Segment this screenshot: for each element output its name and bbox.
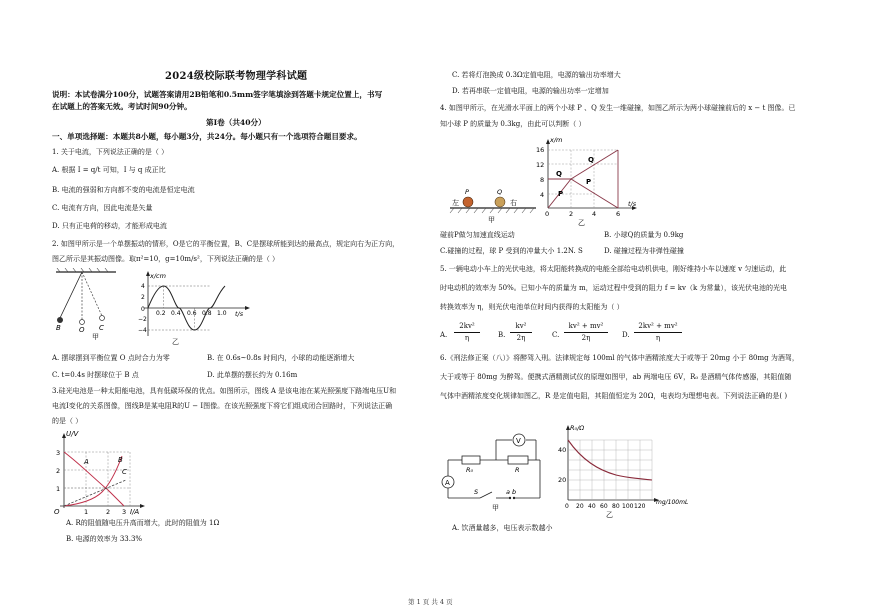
instructions-line-2: 在试题上的答案无效。考试时间90分钟。: [52, 102, 192, 111]
q4-line-label-p2: P: [586, 178, 592, 186]
q3-y-tick: 1: [56, 485, 61, 493]
part-heading: 第Ⅰ卷（共40分）: [206, 118, 266, 127]
q3-option-b: B. 电源的效率为 33.3%: [66, 535, 143, 543]
instructions-line-1: 说明：本试卷满分100分，试题答案请用2B铅笔和0.5mm签字笔填涂到答题卡规定位置上，书写: [52, 90, 383, 99]
q2-y-tick: 4: [141, 283, 145, 290]
q2-stem-line-2: 图乙所示是其振动图像。取π²=10，g=10m/s²，下列说法正确的是（ ）: [52, 255, 280, 263]
q5-option-b-numerator: kv²: [515, 322, 527, 330]
q4-right-label: 右: [510, 199, 517, 207]
q4-fig-yi-label: 乙: [578, 219, 585, 226]
q5-stem-line-3: 转换效率为 η，则光伏电池单位时间内获得的太阳能为（ ）: [440, 303, 624, 311]
q3-y-tick: 3: [56, 449, 61, 457]
q4-line-label-p1: P: [558, 190, 564, 198]
q1-option-a: A. 根据 I = q/t 可知，I 与 q 成正比: [52, 166, 166, 174]
q2-x-tick: 0.4: [171, 310, 181, 317]
q5-option-d-denominator: η: [655, 334, 661, 342]
q6-terminal-b-label: b: [512, 488, 517, 496]
q2-oscillation-graph: [128, 270, 253, 340]
q4-y-tick: 8: [540, 176, 545, 184]
q2-x-tick: 1.0: [217, 310, 227, 317]
svg-text:Q: Q: [497, 188, 503, 196]
q6-y-tick: 40: [558, 446, 567, 454]
q6-stem-line-3: 气体中酒精浓度变化规律如图乙，R 是定值电阻，其阻值恒定为 20Ω，电表均为理想电表。下列说法正确的是( ): [440, 392, 788, 400]
q6-option-a: A. 饮酒量越多，电压表示数越小: [452, 524, 553, 532]
q2-x-tick: 0.6: [187, 310, 197, 317]
q2-y-tick: −4: [138, 327, 147, 334]
q3-option-a: A. R的阻值随电压升高而增大，此时的阻值为 1Ω: [66, 519, 220, 527]
q4-y-tick: 12: [536, 161, 545, 169]
q3-curve-b-label: B: [118, 456, 123, 464]
q3-x-axis-label: I/A: [130, 508, 140, 516]
q1-option-d: D. 只有正电荷的移动，才能形成电流: [52, 222, 167, 230]
q6-circuit-figure: [440, 430, 550, 512]
q4-fig-jia-label: 甲: [488, 216, 495, 224]
q2-pendulum-figure: [52, 268, 127, 340]
q6-r0-graph: [548, 420, 688, 520]
q2-x-tick: 0.2: [156, 310, 166, 317]
q6-y-axis-label: R₀/Ω: [570, 424, 585, 432]
q2-y-axis-label: x/cm: [150, 272, 166, 280]
q2-y-tick: 0: [141, 306, 145, 313]
q3-option-c: C. 若将灯泡换成 0.3Ω定值电阻，电源的输出功率增大: [452, 71, 621, 79]
q4-x-axis-label: t/s: [628, 200, 637, 208]
q2-option-c: C. t=0.4s 时摆球位于 B 点: [52, 371, 139, 379]
q6-switch-label: S: [474, 488, 479, 496]
page-footer: 第 1 页 共 4 页: [408, 598, 453, 606]
q6-fig-jia-label: 甲: [492, 504, 499, 512]
q6-terminal-a-label: a: [506, 488, 510, 496]
q2-option-d: D. 此单摆的摆长约为 0.16m: [207, 371, 298, 379]
section-heading: 一、单项选择题：本题共8小题，每小题3分，共24分。每小题只有一个选项符合题目要求。: [52, 132, 362, 141]
q6-x-tick: 100: [622, 503, 634, 510]
fig-jia-label: 甲: [92, 333, 99, 340]
q3-origin-label: O: [54, 508, 60, 516]
q6-y-tick: 20: [558, 476, 567, 484]
q4-option-b: B. 小球Q的质量为 0.9kg: [604, 231, 684, 239]
q3-x-tick: 2: [106, 508, 111, 516]
q4-y-tick: 16: [536, 146, 545, 154]
q6-x-tick: 60: [600, 503, 608, 510]
q6-r-label: R: [515, 466, 520, 474]
q3-ui-graph: [50, 428, 150, 516]
q6-x-tick: 80: [612, 503, 620, 510]
q6-stem-line-1: 6.《刑法修正案（八）》将醉驾入刑。法律规定每 100ml 的气体中酒精浓度大于或等于 20mg 小于 80mg 为酒驾，: [440, 354, 799, 362]
q4-option-c: C.碰撞的过程，球 P 受到的冲量大小 1.2N. S: [440, 247, 583, 255]
q2-y-tick: 2: [141, 294, 145, 301]
q3-x-tick: 3: [122, 508, 127, 516]
q5-option-b-letter: B.: [498, 331, 506, 339]
q5-option-c-denominator: 2η: [581, 334, 591, 342]
q4-y-tick: 4: [540, 191, 545, 199]
q4-left-label: 左: [452, 199, 459, 207]
q4-stem-line-1: 4. 如图甲所示，在光滑水平面上的两个小球 P 、Q 发生一维碰撞，如图乙所示为两小球碰撞前后的 x − t 图像。已: [440, 104, 796, 112]
q3-stem-line-1: 3.硅光电池是一种太阳能电池，具有低碳环保的优点。如图所示，图线 A 是该电池在某光照强度下路端电压U和: [52, 387, 397, 395]
q3-curve-a-label: A: [84, 458, 89, 466]
q4-x-tick: 2: [569, 210, 574, 218]
q4-x-tick: 4: [592, 210, 597, 218]
q2-x-axis-label: t/s: [235, 310, 244, 318]
q4-xt-graph: [536, 136, 646, 226]
q1-option-b: B. 电流的强弱和方向都不变的电流是恒定电流: [52, 186, 195, 194]
q2-y-tick: −2: [138, 316, 147, 323]
q6-voltmeter-label: V: [516, 437, 521, 445]
q6-x-tick: 120: [634, 503, 646, 510]
q4-line-label-q2: Q: [588, 156, 594, 164]
q4-option-d: D. 碰撞过程为非弹性碰撞: [604, 247, 684, 255]
q4-stem-line-2: 知小球 P 的质量为 0.3kg，由此可以判断（ ）: [440, 120, 586, 128]
page-title: 2024级校际联考物理学科试题: [165, 71, 308, 82]
pendulum-label-o: O: [79, 326, 85, 334]
q4-option-a: 碰前P做匀加速直线运动: [440, 231, 515, 239]
q3-curve-c-label: C: [122, 468, 127, 476]
q3-x-tick: 1: [84, 508, 89, 516]
q6-ammeter-label: A: [445, 479, 450, 487]
svg-text:P: P: [465, 188, 469, 196]
q5-stem-line-1: 5. 一辆电动小车上的光伏电池，将太阳能转换成的电能全部给电动机供电，刚好维持小车以速度 v 匀速运动，此: [440, 265, 787, 273]
q1-stem: 1. 关于电流，下列说法正确的是（ ）: [52, 148, 169, 156]
q4-collision-figure: [448, 180, 540, 228]
q4-x-tick: 6: [616, 210, 621, 218]
q6-r0-label: R₀: [466, 466, 474, 474]
q5-option-c-letter: C.: [552, 331, 560, 339]
pendulum-label-b: B: [56, 324, 61, 332]
q5-option-d-numerator: 2kv² + mv²: [638, 322, 678, 330]
q5-option-b-denominator: 2η: [516, 334, 526, 342]
q6-fig-yi-label: 乙: [606, 511, 613, 519]
q6-x-tick: 0: [565, 503, 569, 510]
q4-line-label-q1: Q: [556, 170, 562, 178]
q6-stem-line-2: 大于或等于 80mg 为醉驾。便携式酒精测试仪的原理如图甲，ab 两端电压 6V，R₀ 是酒精气体传感器，其阻值随: [440, 373, 792, 381]
q5-option-a-denominator: η: [464, 334, 470, 342]
q3-y-axis-label: U/V: [66, 430, 79, 438]
q6-x-axis-label: mg/100mL: [656, 499, 688, 506]
q6-x-tick: 20: [576, 503, 584, 510]
q5-option-a-numerator: 2kv²: [459, 322, 475, 330]
q3-stem-line-3: 的是（ ）: [52, 417, 83, 425]
q2-option-a: A. 摆球摆到平衡位置 O 点时合力为零: [52, 354, 170, 362]
q5-stem-line-2: 时电动机的效率为 50%。已知小车的质量为 m，运动过程中受到的阻力 f = kv（k 为常量），该光伏电池的光电: [440, 284, 787, 292]
fig-yi-label: 乙: [172, 338, 179, 346]
q2-stem-line-1: 2. 如图甲所示是一个单摆振动的情形，O是它的平衡位置，B、C是摆球所能到达的最高点，规定向右为正方向，: [52, 240, 400, 248]
q4-x-tick: 0: [545, 210, 550, 218]
q3-y-tick: 2: [56, 467, 61, 475]
pendulum-label-c: C: [99, 324, 104, 332]
q3-stem-line-2: 电流I变化的关系图像，图线B是某电阻R的U − I图像。在该光照强度下将它们组成闭合回路时，下列说法正确: [52, 402, 393, 410]
q2-x-tick: 0.8: [202, 310, 212, 317]
q2-option-b: B. 在 0.6s~0.8s 时间内，小球的动能逐渐增大: [207, 354, 355, 362]
q6-x-tick: 40: [588, 503, 596, 510]
q5-option-c-numerator: kv² + mv²: [568, 322, 604, 330]
q3-option-d: D. 若再串联一定值电阻，电源的输出功率一定增加: [452, 87, 609, 95]
q1-option-c: C. 电流有方向，因此电流是矢量: [52, 204, 153, 212]
q5-option-d-letter: D.: [622, 331, 630, 339]
q4-y-axis-label: x/m: [550, 136, 563, 144]
q5-options: [440, 322, 840, 348]
q5-option-a-letter: A.: [440, 331, 448, 339]
